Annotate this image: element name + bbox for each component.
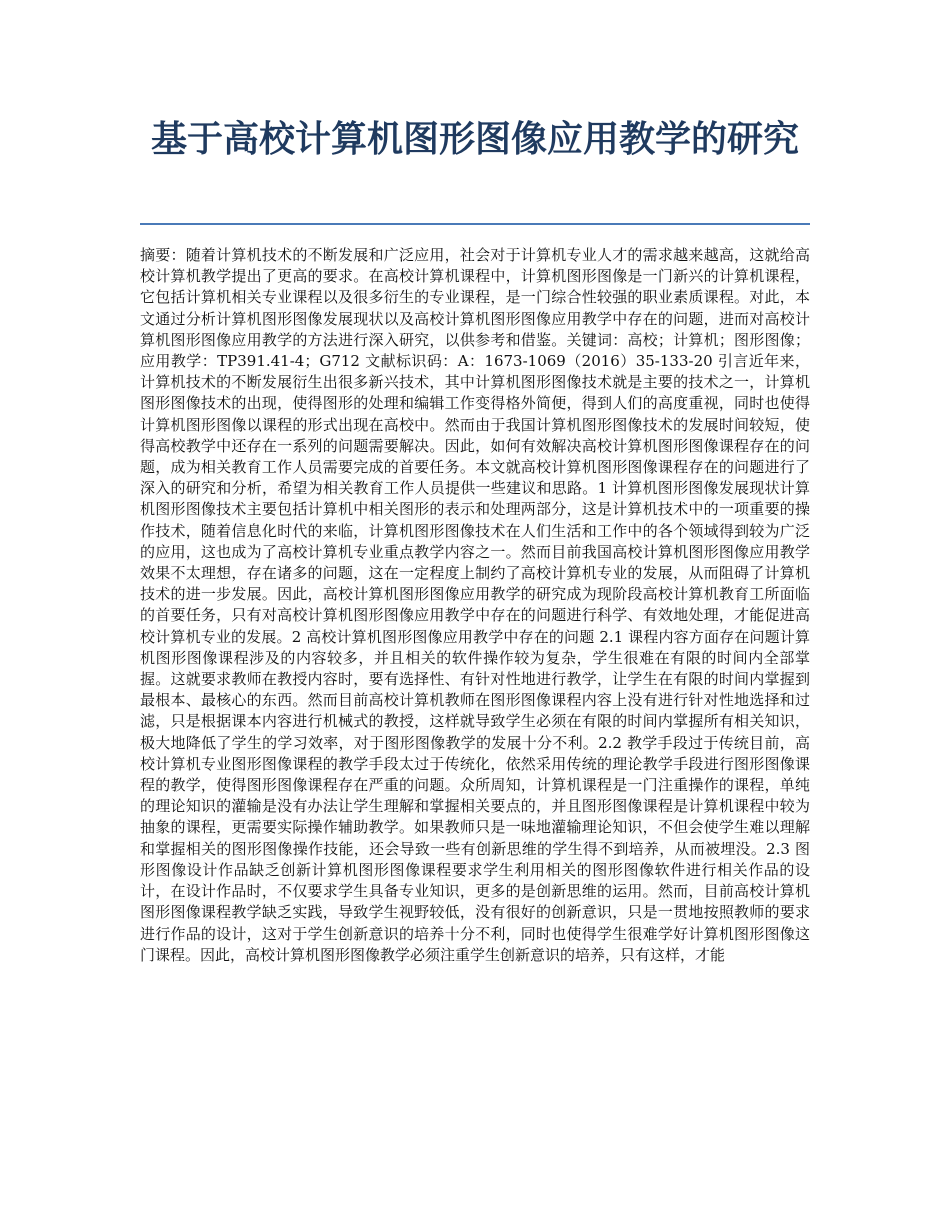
document-body: 摘要：随着计算机技术的不断发展和广泛应用，社会对于计算机专业人才的需求越来越高，这就给高校计算机教学提出了更高的要求。在高校计算机课程中，计算机图形图像是一门新兴的计算机课程，它包括计算机相关专业课程以及很多衍生的专业课程，是一门综合性较强的职业素质课程。对此，本文通过分析计算机图形图像发展现状以及高校计算机图形图像应用教学中存在的问题，进而对高校计算机图形图像应用教学的方法进行深入研究，以供参考和借鉴。关键词：高校；计算机；图形图像；应用教学：TP391.41-4；G712 文献标识码：A：1673-1069（2016）35-133-20 引言近年来，计算机技术的不断发展衍生出很多新兴技术，其中计算机图形图像技术就是主要的技术之一，计算机图形图像技术的出现，使得图形的处理和编辑工作变得格外简便，得到人们的高度重视，同时也使得计算机图形图像以课程的形式出现在高校中。然而由于我国计算机图形图像技术的发展时间较短，使得高校教学中还存在一系列的问题需要解决。因此，如何有效解决高校计算机图形图像课程存在的问题，成为相关教育工作人员需要完成的首要任务。本文就高校计算机图形图像课程存在的问题进行了深入的研究和分析，希望为相关教育工作人员提供一些建议和思路。1 计算机图形图像发展现状计算机图形图像技术主要包括计算机中相关图形的表示和处理两部分，这是计算机技术中的一项重要的操作技术，随着信息化时代的来临，计算机图形图像技术在人们生活和工作中的各个领域得到较为广泛的应用，这也成为了高校计算机专业重点教学内容之一。然而目前我国高校计算机图形图像应用教学效果不太理想，存在诸多的问题，这在一定程度上制约了高校计算机专业的发展，从而阻碍了计算机技术的进一步发展。因此，高校计算机图形图像应用教学的研究成为现阶段高校计算机教育工所面临的首要任务，只有对高校计算机图形图像应用教学中存在的问题进行科学、有效地处理，才能促进高校计算机专业的发展。2 高校计算机图形图像应用教学中存在的问题 2.1 课程内容方面存在问题计算机图形图像课程涉及的内容较多，并且相关的软件操作较为复杂，学生很难在有限的时间内全部掌握。这就要求教师在教授内容时，要有选择性、有针对性地进行教学，让学生在有限的时间内掌握到最根本、最核心的东西。然而目前高校计算机教师在图形图像课程内容上没有进行针对性地选择和过滤，只是根据课本内容进行机械式的教授，这样就导致学生必须在有限的时间内掌握所有相关知识，极大地降低了学生的学习效率，对于图形图像教学的发展十分不利。2.2 教学手段过于传统目前，高校计算机专业图形图像课程的教学手段太过于传统化，依然采用传统的理论教学手段进行图形图像课程的教学，使得图形图像课程存在严重的问题。众所周知，计算机课程是一门注重操作的课程，单纯的理论知识的灌输是没有办法让学生理解和掌握相关要点的，并且图形图像课程是计算机课程中较为抽象的课程，更需要实际操作辅助教学。如果教师只是一味地灌输理论知识，不但会使学生难以理解和掌握相关的图形图像操作技能，还会导致一些有创新思维的学生得不到培养，从而被埋没。2.3 图形图像设计作品缺乏创新计算机图形图像课程要求学生利用相关的图形图像软件进行相关作品的设计，在设计作品时，不仅要求学生具备专业知识，更多的是创新思维的运用。然而，目前高校计算机图形图像课程教学缺乏实践，导致学生视野较低，没有很好的创新意识，只是一贯地按照教师的要求进行作品的设计，这对于学生创新意识的培养十分不利，同时也使得学生很难学好计算机图形图像这门课程。因此，高校计算机图形图像教学必须注重学生创新意识的培养，只有这样，才能: [140, 246, 810, 964]
title-divider: [140, 223, 810, 225]
document-title: 基于高校计算机图形图像应用教学的研究: [150, 119, 799, 160]
